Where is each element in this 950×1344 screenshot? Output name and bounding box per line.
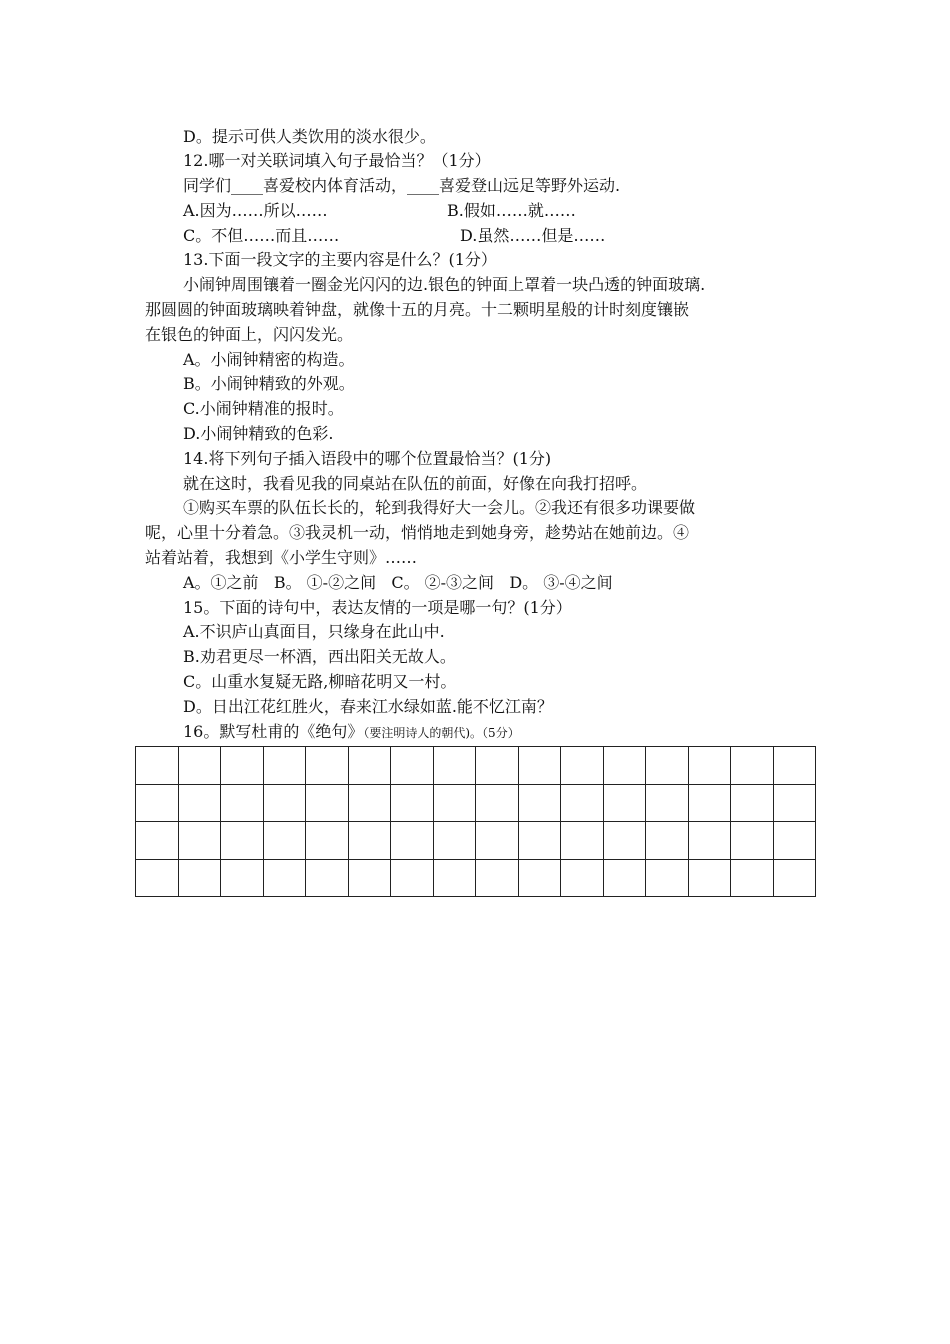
q13-passage-line-3: 在银色的钟面上，闪闪发光。 [145, 325, 354, 344]
grid-cell[interactable] [306, 860, 349, 898]
grid-cell[interactable] [604, 785, 647, 823]
q15-option-d: D。日出江花红胜火，春来江水绿如蓝.能不忆江南？ [183, 697, 553, 716]
question-16-title [183, 720, 520, 744]
q13-option-c: C.小闹钟精准的报时。 [183, 399, 344, 418]
grid-cell[interactable] [689, 860, 732, 898]
grid-cell[interactable] [774, 747, 817, 785]
grid-cell[interactable] [774, 860, 817, 898]
grid-cell[interactable] [136, 785, 179, 823]
grid-cell[interactable] [349, 747, 392, 785]
q13-option-a: A。小闹钟精密的构造。 [183, 350, 355, 369]
grid-cell[interactable] [646, 822, 689, 860]
q13-passage-line-1: 小闹钟周围镶着一圈金光闪闪的边.银色的钟面上罩着一块凸透的钟面玻璃. [183, 275, 706, 294]
q12-option-b: B.假如……就…… [447, 201, 576, 220]
grid-cell[interactable] [434, 860, 477, 898]
answer-writing-grid[interactable] [135, 746, 816, 897]
grid-cell[interactable] [476, 860, 519, 898]
grid-cell[interactable] [179, 860, 222, 898]
grid-cell[interactable] [689, 822, 732, 860]
grid-cell[interactable] [646, 785, 689, 823]
grid-cell[interactable] [646, 747, 689, 785]
grid-cell[interactable] [434, 822, 477, 860]
grid-cell[interactable] [264, 822, 307, 860]
grid-cell[interactable] [689, 785, 732, 823]
grid-cell[interactable] [561, 747, 604, 785]
grid-cell[interactable] [349, 785, 392, 823]
grid-cell[interactable] [604, 822, 647, 860]
grid-cell[interactable] [391, 785, 434, 823]
grid-cell[interactable] [561, 822, 604, 860]
q12-option-a: A.因为……所以…… [183, 201, 328, 220]
grid-cell[interactable] [391, 860, 434, 898]
grid-cell[interactable] [349, 860, 392, 898]
q14-passage-line-1: ①购买车票的队伍长长的，轮到我得好大一会儿。②我还有很多功课要做 [183, 498, 696, 517]
grid-cell[interactable] [519, 785, 562, 823]
q12-option-c: C。不但……而且…… [183, 226, 340, 245]
grid-cell[interactable] [136, 822, 179, 860]
grid-cell[interactable] [731, 747, 774, 785]
grid-cell[interactable] [434, 747, 477, 785]
grid-cell[interactable] [604, 747, 647, 785]
grid-cell[interactable] [434, 785, 477, 823]
grid-cell[interactable] [731, 785, 774, 823]
grid-cell[interactable] [519, 822, 562, 860]
grid-cell[interactable] [179, 785, 222, 823]
q13-passage-line-2: 那圆圆的钟面玻璃映着钟盘，就像十五的月亮。十二颗明星般的计时刻度镶嵌 [145, 300, 690, 319]
q14-options: A。①之前 B。 ①-②之间 C。 ②-③之间 D。 ③-④之间 [183, 573, 613, 592]
grid-cell[interactable] [646, 860, 689, 898]
q15-option-a: A.不识庐山真面目，只缘身在此山中. [183, 622, 445, 641]
grid-cell[interactable] [391, 822, 434, 860]
grid-cell[interactable] [264, 747, 307, 785]
grid-cell[interactable] [221, 822, 264, 860]
q13-option-b: B。小闹钟精致的外观。 [183, 374, 355, 393]
grid-cell[interactable] [519, 860, 562, 898]
q14-insert-sentence: 就在这时，我看见我的同桌站在队伍的前面，好像在向我打招呼。 [183, 474, 648, 493]
grid-cell[interactable] [731, 860, 774, 898]
grid-cell[interactable] [306, 785, 349, 823]
grid-cell[interactable] [561, 785, 604, 823]
question-13-title: 13.下面一段文字的主要内容是什么？(1分） [183, 250, 497, 269]
grid-cell[interactable] [391, 747, 434, 785]
grid-cell[interactable] [476, 747, 519, 785]
grid-cell[interactable] [306, 747, 349, 785]
q14-passage-line-3: 站着站着，我想到《小学生守则》…… [145, 548, 418, 567]
grid-cell[interactable] [306, 822, 349, 860]
question-12-title: 12.哪一对关联词填入句子最恰当？（1分） [183, 151, 491, 170]
q11-option-d: D。提示可供人类饮用的淡水很少。 [183, 127, 436, 146]
grid-cell[interactable] [179, 747, 222, 785]
question-12-stem: 同学们____喜爱校内体育活动，____喜爱登山远足等野外运动. [183, 176, 621, 195]
grid-cell[interactable] [731, 822, 774, 860]
q16-note: （要注明诗人的朝代)。（5分） [363, 726, 520, 740]
grid-cell[interactable] [561, 860, 604, 898]
q15-option-b: B.劝君更尽一杯酒，西出阳关无故人。 [183, 647, 456, 666]
q13-option-d: D.小闹钟精致的色彩. [183, 424, 334, 443]
q16-title-text: 16。默写杜甫的《绝句》 [183, 722, 364, 741]
grid-cell[interactable] [179, 822, 222, 860]
grid-cell[interactable] [136, 860, 179, 898]
grid-cell[interactable] [264, 785, 307, 823]
q14-passage-line-2: 呢，心里十分着急。③我灵机一动，悄悄地走到她身旁，趁势站在她前边。④ [145, 523, 690, 542]
grid-cell[interactable] [264, 860, 307, 898]
question-14-title: 14.将下列句子插入语段中的哪个位置最恰当？(1分) [183, 449, 552, 468]
grid-cell[interactable] [604, 860, 647, 898]
question-15-title: 15。下面的诗句中，表达友情的一项是哪一句？(1分） [183, 598, 572, 617]
grid-cell[interactable] [349, 822, 392, 860]
q12-option-d: D.虽然……但是…… [460, 226, 606, 245]
grid-cell[interactable] [519, 747, 562, 785]
grid-cell[interactable] [221, 785, 264, 823]
grid-cell[interactable] [221, 860, 264, 898]
q15-option-c: C。山重水复疑无路,柳暗花明又一村。 [183, 672, 457, 691]
grid-cell[interactable] [476, 822, 519, 860]
grid-cell[interactable] [689, 747, 732, 785]
grid-cell[interactable] [774, 822, 817, 860]
grid-cell[interactable] [476, 785, 519, 823]
grid-cell[interactable] [221, 747, 264, 785]
grid-cell[interactable] [774, 785, 817, 823]
grid-cell[interactable] [136, 747, 179, 785]
